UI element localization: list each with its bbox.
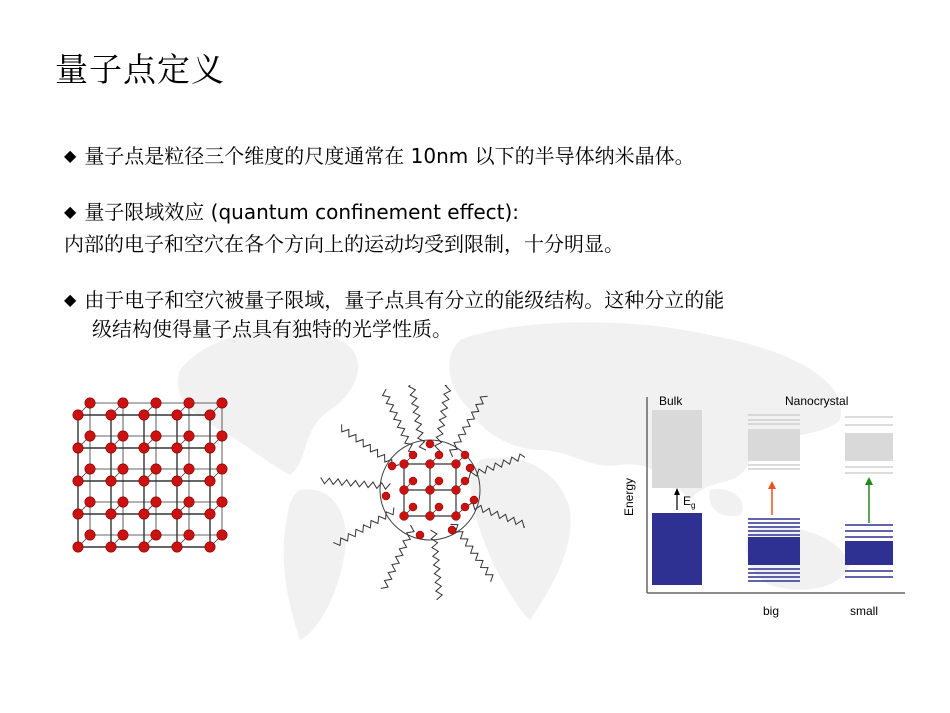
dot-atom bbox=[409, 503, 417, 511]
diamond-bullet-icon: ◆ bbox=[64, 202, 77, 221]
ligand-chain bbox=[381, 525, 414, 588]
lattice-atom bbox=[172, 509, 182, 519]
big-label: big bbox=[763, 604, 780, 618]
small-conduction-block bbox=[845, 433, 893, 461]
bulk-valence-band bbox=[652, 513, 702, 585]
dot-atom bbox=[435, 477, 443, 485]
lattice-atom bbox=[106, 443, 116, 453]
lattice-atom bbox=[151, 530, 161, 540]
lattice-atom bbox=[118, 398, 128, 408]
lattice-atom bbox=[205, 476, 215, 486]
lattice-atom bbox=[73, 542, 83, 552]
big-conduction-block bbox=[748, 429, 800, 461]
lattice-atom bbox=[73, 476, 83, 486]
lattice-atom bbox=[151, 398, 161, 408]
lattice-atom bbox=[184, 431, 194, 441]
lattice-atom bbox=[139, 476, 149, 486]
lattice-atom bbox=[217, 464, 227, 474]
dot-atom bbox=[461, 451, 469, 459]
lattice-atom bbox=[85, 497, 95, 507]
dot-atom bbox=[461, 503, 469, 511]
bullet-text: 量子限域效应 (quantum confinement effect): bbox=[84, 200, 520, 224]
ligand-chain bbox=[469, 451, 525, 479]
dot-atom bbox=[452, 512, 461, 521]
dot-atom bbox=[409, 451, 417, 459]
bullet-text: 量子点是粒径三个维度的尺度通常在 10nm 以下的半导体纳米晶体。 bbox=[84, 144, 695, 168]
small-arrowhead bbox=[865, 477, 873, 485]
dot-atom bbox=[426, 486, 435, 495]
ligand-chain bbox=[431, 530, 443, 600]
quantum-dot-ligand-figure bbox=[320, 385, 525, 600]
surface-atom bbox=[466, 464, 474, 472]
lattice-atom bbox=[118, 497, 128, 507]
diamond-bullet-icon: ◆ bbox=[64, 290, 77, 309]
ligand-chain bbox=[450, 396, 488, 457]
lattice-atom bbox=[172, 476, 182, 486]
lattice-atom bbox=[151, 464, 161, 474]
lattice-atom bbox=[85, 464, 95, 474]
surface-atom bbox=[388, 462, 396, 470]
lattice-atom bbox=[184, 398, 194, 408]
small-valence-block bbox=[845, 541, 893, 565]
lattice-atom bbox=[85, 398, 95, 408]
dot-atom bbox=[409, 477, 417, 485]
surface-atom bbox=[470, 496, 478, 504]
surface-atom bbox=[416, 531, 424, 539]
dot-atom bbox=[435, 451, 443, 459]
ligand-chain bbox=[333, 507, 394, 545]
lattice-atom bbox=[205, 509, 215, 519]
lattice-atom bbox=[106, 509, 116, 519]
ligand-chain bbox=[435, 385, 452, 451]
ligand-chain bbox=[342, 424, 399, 467]
lattice-atom bbox=[106, 410, 116, 420]
lattice-atom bbox=[139, 410, 149, 420]
bullet-text: 由于电子和空穴被量子限域，量子点具有分立的能级结构。这种分立的能 bbox=[84, 288, 725, 312]
lattice-atom bbox=[73, 443, 83, 453]
big-arrowhead bbox=[768, 481, 776, 489]
lattice-atom bbox=[217, 398, 227, 408]
lattice-atom bbox=[139, 509, 149, 519]
dot-atom bbox=[400, 512, 409, 521]
ligand-chain bbox=[451, 525, 494, 582]
lattice-atom bbox=[73, 509, 83, 519]
dot-atom bbox=[452, 486, 461, 495]
dot-atom bbox=[435, 503, 443, 511]
lattice-atom bbox=[139, 443, 149, 453]
bullet-discrete-energy-levels bbox=[64, 284, 724, 316]
lattice-atom bbox=[106, 542, 116, 552]
big-nanocrystal-levels bbox=[748, 415, 800, 581]
lattice-atom bbox=[85, 530, 95, 540]
bullet-continuation: 级结构使得量子点具有独特的光学性质。 bbox=[92, 317, 452, 341]
lattice-atom bbox=[151, 497, 161, 507]
surface-atom bbox=[426, 440, 434, 448]
lattice-atom bbox=[118, 431, 128, 441]
lattice-atom bbox=[184, 530, 194, 540]
lattice-atom bbox=[106, 476, 116, 486]
lattice-atom bbox=[139, 542, 149, 552]
lattice-atom bbox=[217, 497, 227, 507]
dot-atom bbox=[400, 460, 409, 469]
slide-title: 量子点定义 bbox=[55, 50, 225, 89]
dot-atom bbox=[426, 512, 435, 521]
lattice-atom bbox=[184, 464, 194, 474]
surface-atom bbox=[382, 492, 390, 500]
lattice-atom bbox=[205, 443, 215, 453]
lattice-atom bbox=[172, 443, 182, 453]
lattice-atom bbox=[172, 410, 182, 420]
ligand-chain bbox=[383, 389, 416, 453]
lattice-atom bbox=[118, 464, 128, 474]
bullet-quantum-confinement bbox=[64, 196, 519, 228]
lattice-atom bbox=[205, 410, 215, 420]
lattice-atom bbox=[151, 431, 161, 441]
big-valence-block bbox=[748, 537, 800, 565]
bullet-continuation: 内部的电子和空穴在各个方向上的运动均受到限制，十分明显。 bbox=[64, 232, 624, 256]
bullet-quantum-dot-definition bbox=[64, 140, 695, 172]
dot-atom bbox=[452, 460, 461, 469]
energy-band-diagram bbox=[615, 385, 915, 625]
bulk-label: Bulk bbox=[659, 394, 683, 408]
bulk-conduction-band bbox=[652, 410, 702, 488]
dot-atom bbox=[461, 477, 469, 485]
lattice-atom bbox=[184, 497, 194, 507]
nanocrystal-label: Nanocrystal bbox=[785, 394, 849, 408]
diamond-bullet-icon: ◆ bbox=[64, 146, 77, 165]
lattice-atom bbox=[205, 542, 215, 552]
lattice-atom bbox=[85, 431, 95, 441]
ligand-chain bbox=[467, 502, 525, 530]
crystal-lattice-figure bbox=[70, 395, 245, 565]
lattice-atom bbox=[217, 431, 227, 441]
energy-axis-label: Energy bbox=[622, 477, 636, 517]
lattice-atom bbox=[217, 530, 227, 540]
small-label: small bbox=[850, 604, 879, 618]
lattice-atom bbox=[118, 530, 128, 540]
gap-label: $E_g$ bbox=[683, 494, 696, 510]
dot-atom bbox=[426, 460, 435, 469]
lattice-atom bbox=[172, 542, 182, 552]
lattice-atom bbox=[73, 410, 83, 420]
gap-arrowhead bbox=[674, 488, 680, 495]
surface-atom bbox=[448, 526, 456, 534]
dot-atom bbox=[400, 486, 409, 495]
